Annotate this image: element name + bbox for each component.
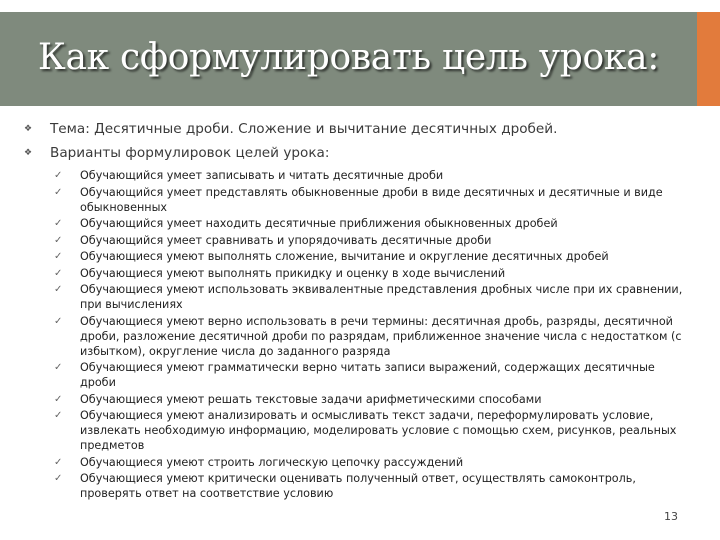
goal-item — [50, 282, 694, 312]
goal-text: Обучающиеся умеют решать текстовые задачи арифметическими способами — [80, 392, 542, 406]
bullet-variants — [22, 144, 694, 162]
goal-text: Обучающийся умеет представлять обыкновенные дроби в виде десятичных и десятичные и виде обыкновенных — [80, 185, 663, 214]
bullet-topic — [22, 120, 694, 138]
goal-item — [50, 408, 694, 453]
bullet-variants-text: Варианты формулировок целей урока: — [50, 145, 330, 161]
slide-content — [22, 120, 694, 503]
goal-text: Обучающиеся умеют критически оценивать полученный ответ, осуществлять самоконтроль, проверять ответ на соответствие условию — [80, 472, 636, 500]
goals-list — [50, 168, 694, 501]
page-number: 13 — [664, 510, 678, 523]
goal-item — [50, 185, 694, 215]
goal-text: Обучающиеся умеют выполнять прикидку и оценку в ходе вычислений — [80, 266, 506, 280]
ornament-bullet-icon: ❖ — [24, 124, 33, 134]
goal-item — [50, 216, 694, 231]
checkmark-icon: ✓ — [54, 315, 63, 327]
goal-text: Обучающиеся умеют анализировать и осмысливать текст задачи, переформулировать условие, извлекать необходимую информацию, моделировать условие с помощью схем, рисунков, реальных предметов — [80, 409, 677, 452]
goal-item — [50, 392, 694, 407]
goal-text: Обучающиеся умеют верно использовать в речи термины: десятичная дробь, разряды, десятичной дроби, разложение десятичной дроби по разрядам, приближенное значение числа с недостатком (с избытком), округление числа до заданного разряда — [80, 314, 682, 358]
checkmark-icon: ✓ — [54, 267, 63, 279]
goal-item — [50, 360, 694, 390]
ornament-bullet-icon: ❖ — [24, 148, 33, 158]
checkmark-icon: ✓ — [54, 473, 63, 484]
goal-item — [50, 471, 694, 501]
goal-item — [50, 249, 694, 264]
checkmark-icon: ✓ — [54, 170, 63, 181]
checkmark-icon: ✓ — [54, 393, 63, 405]
checkmark-icon: ✓ — [54, 186, 63, 198]
goal-text: Обучающиеся умеют грамматически верно читать записи выражений, содержащих десятичные дроби — [80, 361, 655, 389]
goal-text: Обучающиеся умеют выполнять сложение, вычитание и округление десятичных дробей — [80, 250, 609, 263]
checkmark-icon: ✓ — [54, 251, 63, 262]
goal-item — [50, 455, 694, 470]
checkmark-icon: ✓ — [54, 410, 63, 421]
checkmark-icon: ✓ — [54, 456, 63, 468]
goal-text: Обучающийся умеет записывать и читать десятичные дроби — [80, 169, 444, 182]
goal-text: Обучающиеся умеют использовать эквивалентные представления дробных числе при их сравнении, при вычислениях — [80, 283, 683, 311]
slide-title: Как сформулировать цель урока: — [37, 37, 660, 78]
goal-text: Обучающийся умеет сравнивать и упорядочивать десятичные дроби — [80, 233, 492, 247]
goal-item — [50, 266, 694, 281]
checkmark-icon: ✓ — [54, 362, 63, 373]
goal-item — [50, 233, 694, 248]
bullet-topic-text: Тема: Десятичные дроби. Сложение и вычитание десятичных дробей. — [50, 121, 558, 137]
checkmark-icon: ✓ — [54, 284, 63, 295]
checkmark-icon: ✓ — [54, 218, 63, 229]
goal-text: Обучающийся умеет находить десятичные приближения обыкновенных дробей — [80, 217, 558, 230]
goal-text: Обучающиеся умеют строить логическую цепочку рассуждений — [80, 455, 464, 469]
checkmark-icon: ✓ — [54, 234, 63, 246]
accent-strip — [697, 12, 720, 106]
goal-item — [50, 314, 694, 359]
goal-item — [50, 168, 694, 183]
